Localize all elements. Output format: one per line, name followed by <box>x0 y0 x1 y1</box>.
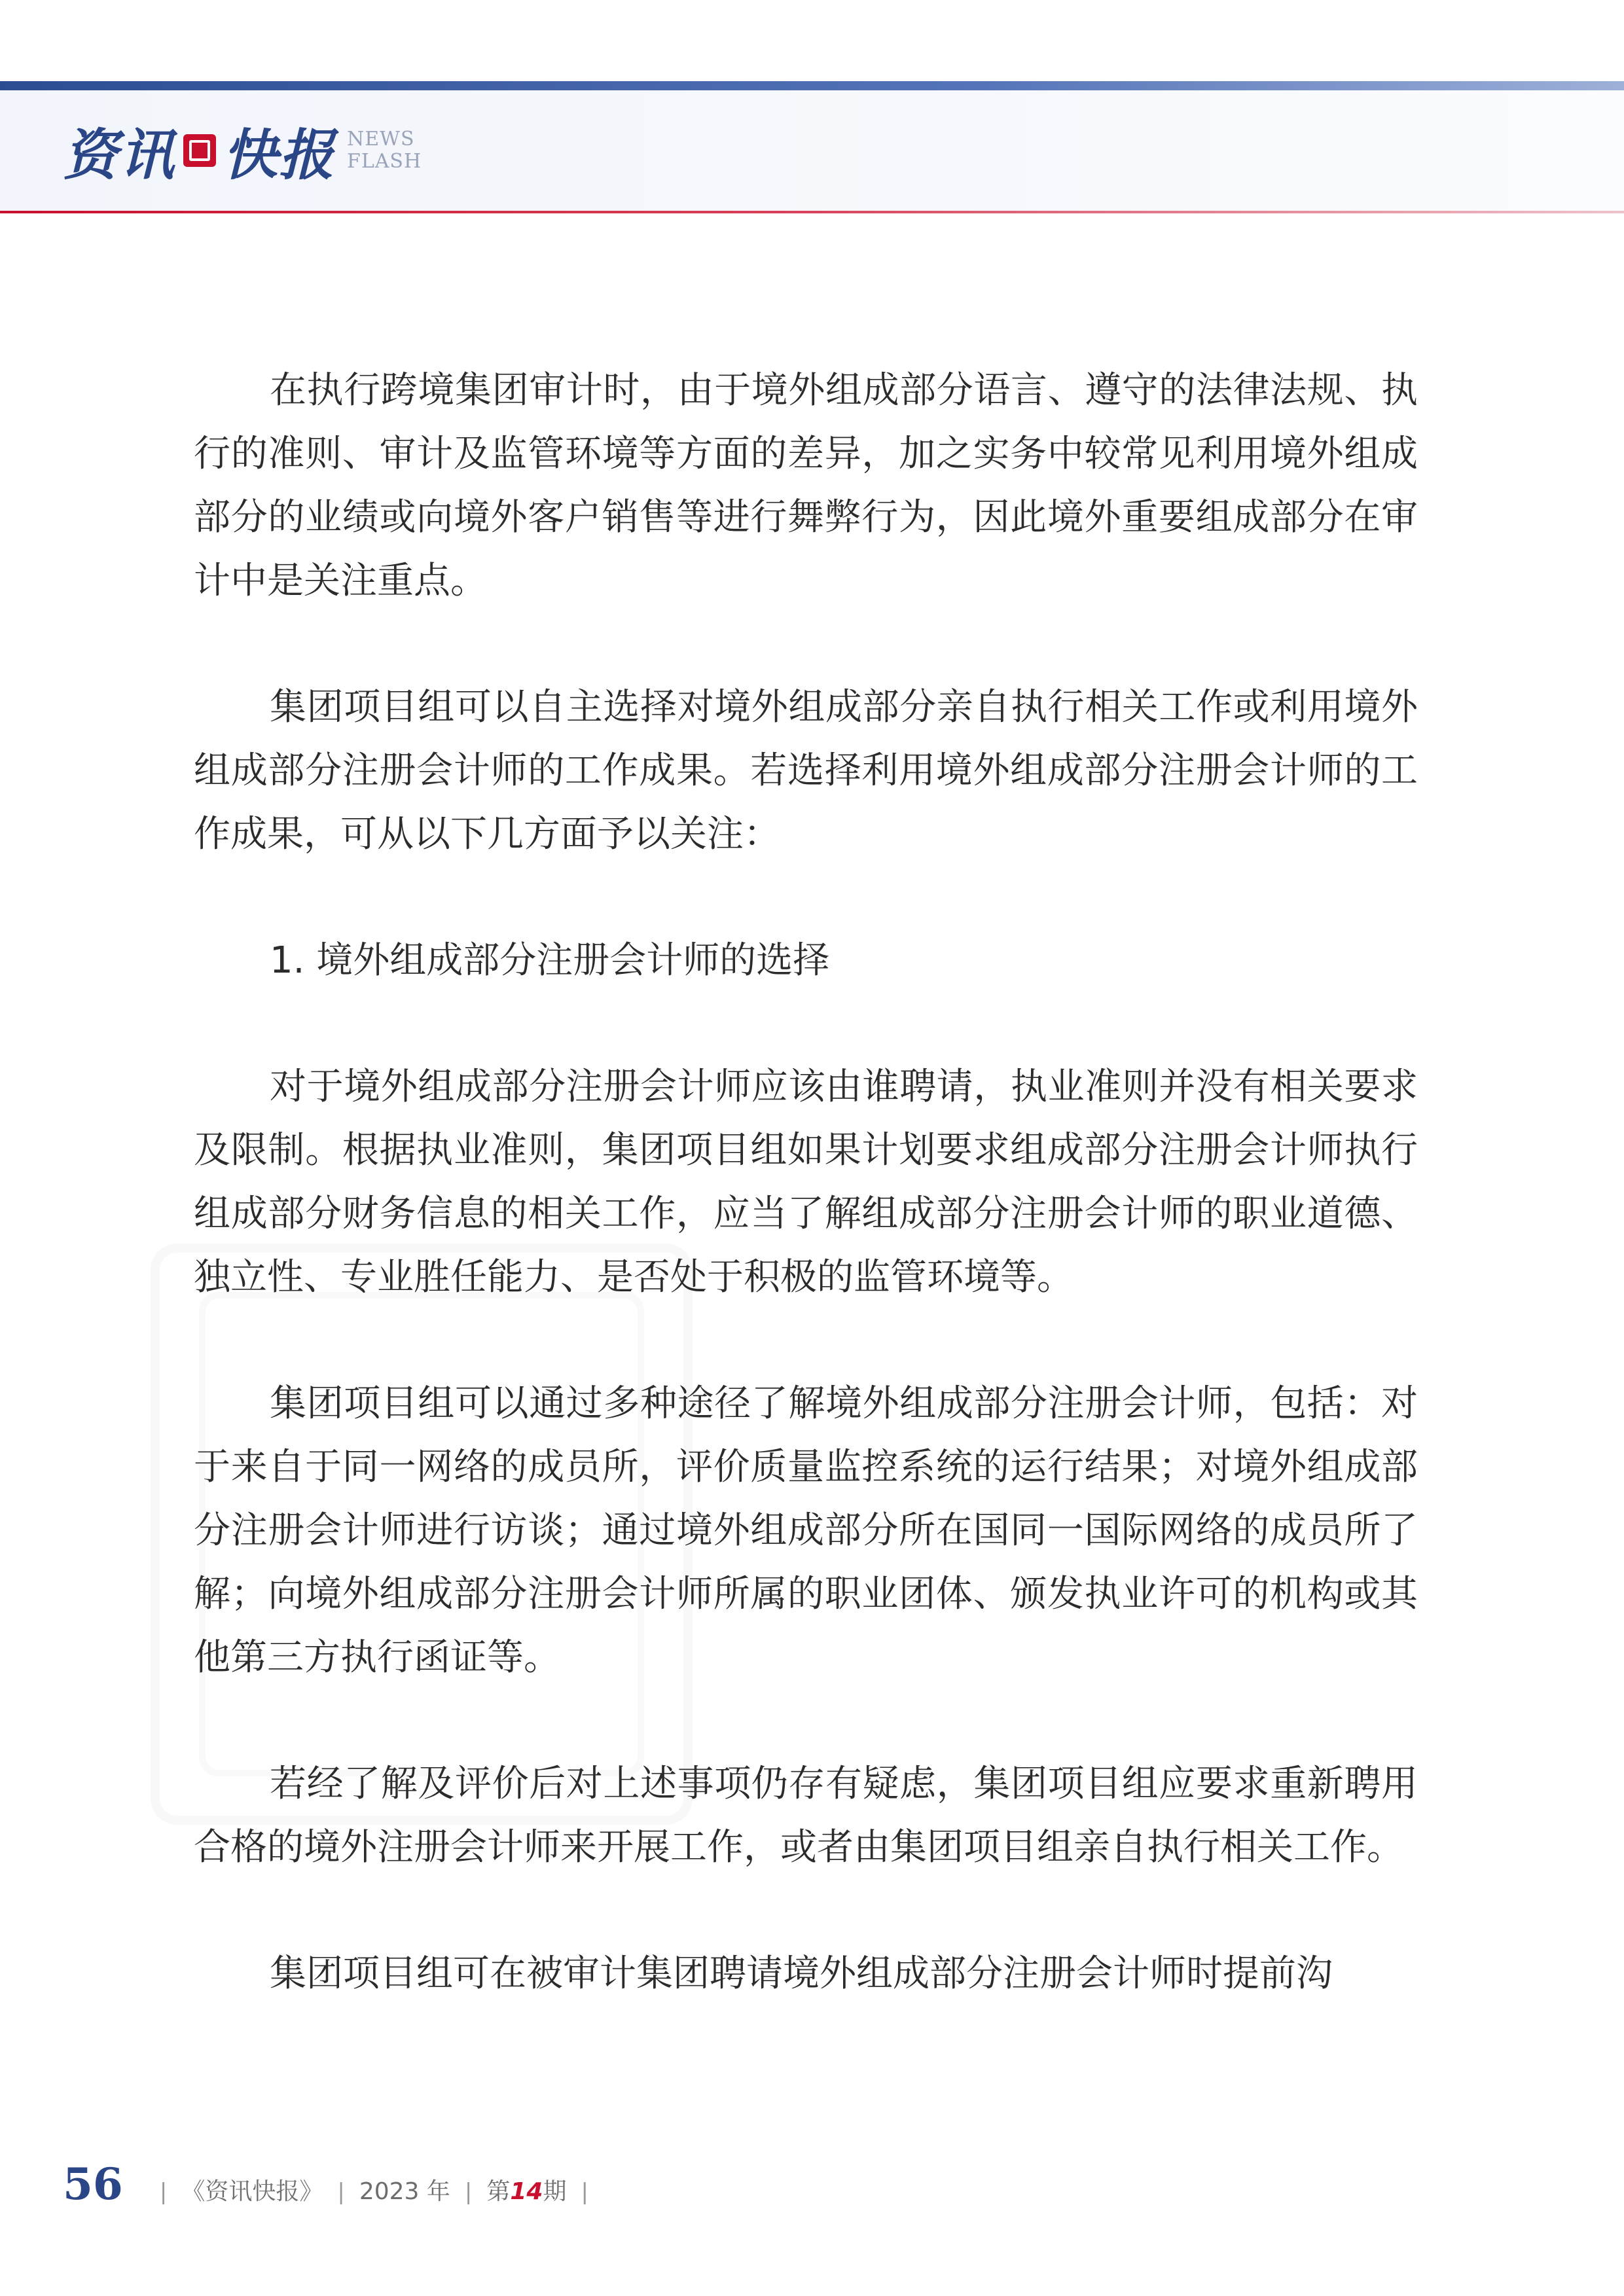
issue-year: 2023 年 <box>359 2178 450 2205</box>
paragraph: 集团项目组可以通过多种途径了解境外组成部分注册会计师，包括：对于来自于同一网络的成员所，评价质量监控系统的运行结果；对境外组成部分注册会计师进行访谈；通过境外组成部分所在国同一国际网络的成员所了解；向境外组成部分注册会计师所属的职业团体、颁发执业许可的机构或其他第三方执行函证等。 <box>194 1382 1418 1679</box>
issue-prefix: 第 <box>486 2178 511 2205</box>
footer-separator: | <box>464 2179 473 2205</box>
footer-separator: | <box>581 2179 588 2205</box>
masthead-logo <box>63 111 422 190</box>
logo-en-news: NEWS <box>347 128 415 151</box>
paragraph: 集团项目组可在被审计集团聘请境外组成部分注册会计师时提前沟 <box>270 1952 1333 1995</box>
logo-en-flash: FLASH <box>347 150 422 173</box>
page-footer <box>63 2159 603 2217</box>
paragraph: 若经了解及评价后对上述事项仍存有疑虑，集团项目组应要求重新聘用合格的境外注册会计师来开展工作，或者由集团项目组亲自执行相关工作。 <box>194 1763 1418 1869</box>
logo-word-left: 资讯 <box>63 122 176 187</box>
logo-seal-icon <box>183 134 216 167</box>
section-heading: 1. 境外组成部分注册会计师的选择 <box>270 939 830 982</box>
paragraph: 对于境外组成部分注册会计师应该由谁聘请，执业准则并没有相关要求及限制。根据执业准则，集团项目组如果计划要求组成部分注册会计师执行组成部分财务信息的相关工作，应当了解组成部分注册会计师的职业道德、独立性、专业胜任能力、是否处于积极的监管环境等。 <box>194 1066 1418 1299</box>
paragraph: 集团项目组可以自主选择对境外组成部分亲自执行相关工作或利用境外组成部分注册会计师的工作成果。若选择利用境外组成部分注册会计师的工作成果，可从以下几方面予以关注： <box>194 686 1418 855</box>
header-top-bar <box>0 81 1624 90</box>
article-body <box>194 359 1418 2005</box>
paragraph: 在执行跨境集团审计时，由于境外组成部分语言、遵守的法律法规、执行的准则、审计及监管环境等方面的差异，加之实务中较常见利用境外组成部分的业绩或向境外客户销售等进行舞弊行为，因此境外重要组成部分在审计中是关注重点。 <box>194 369 1418 602</box>
footer-separator: | <box>337 2179 345 2205</box>
footer-separator: | <box>159 2179 168 2205</box>
logo-english <box>347 128 422 173</box>
page-number: 56 <box>63 2159 123 2210</box>
issue-suffix: 期 <box>543 2178 567 2205</box>
logo-word-right: 快报 <box>223 122 336 187</box>
header-red-rule <box>0 211 1624 213</box>
issue-number: 14 <box>510 2178 543 2205</box>
publication-name: 《资讯快报》 <box>181 2178 323 2205</box>
